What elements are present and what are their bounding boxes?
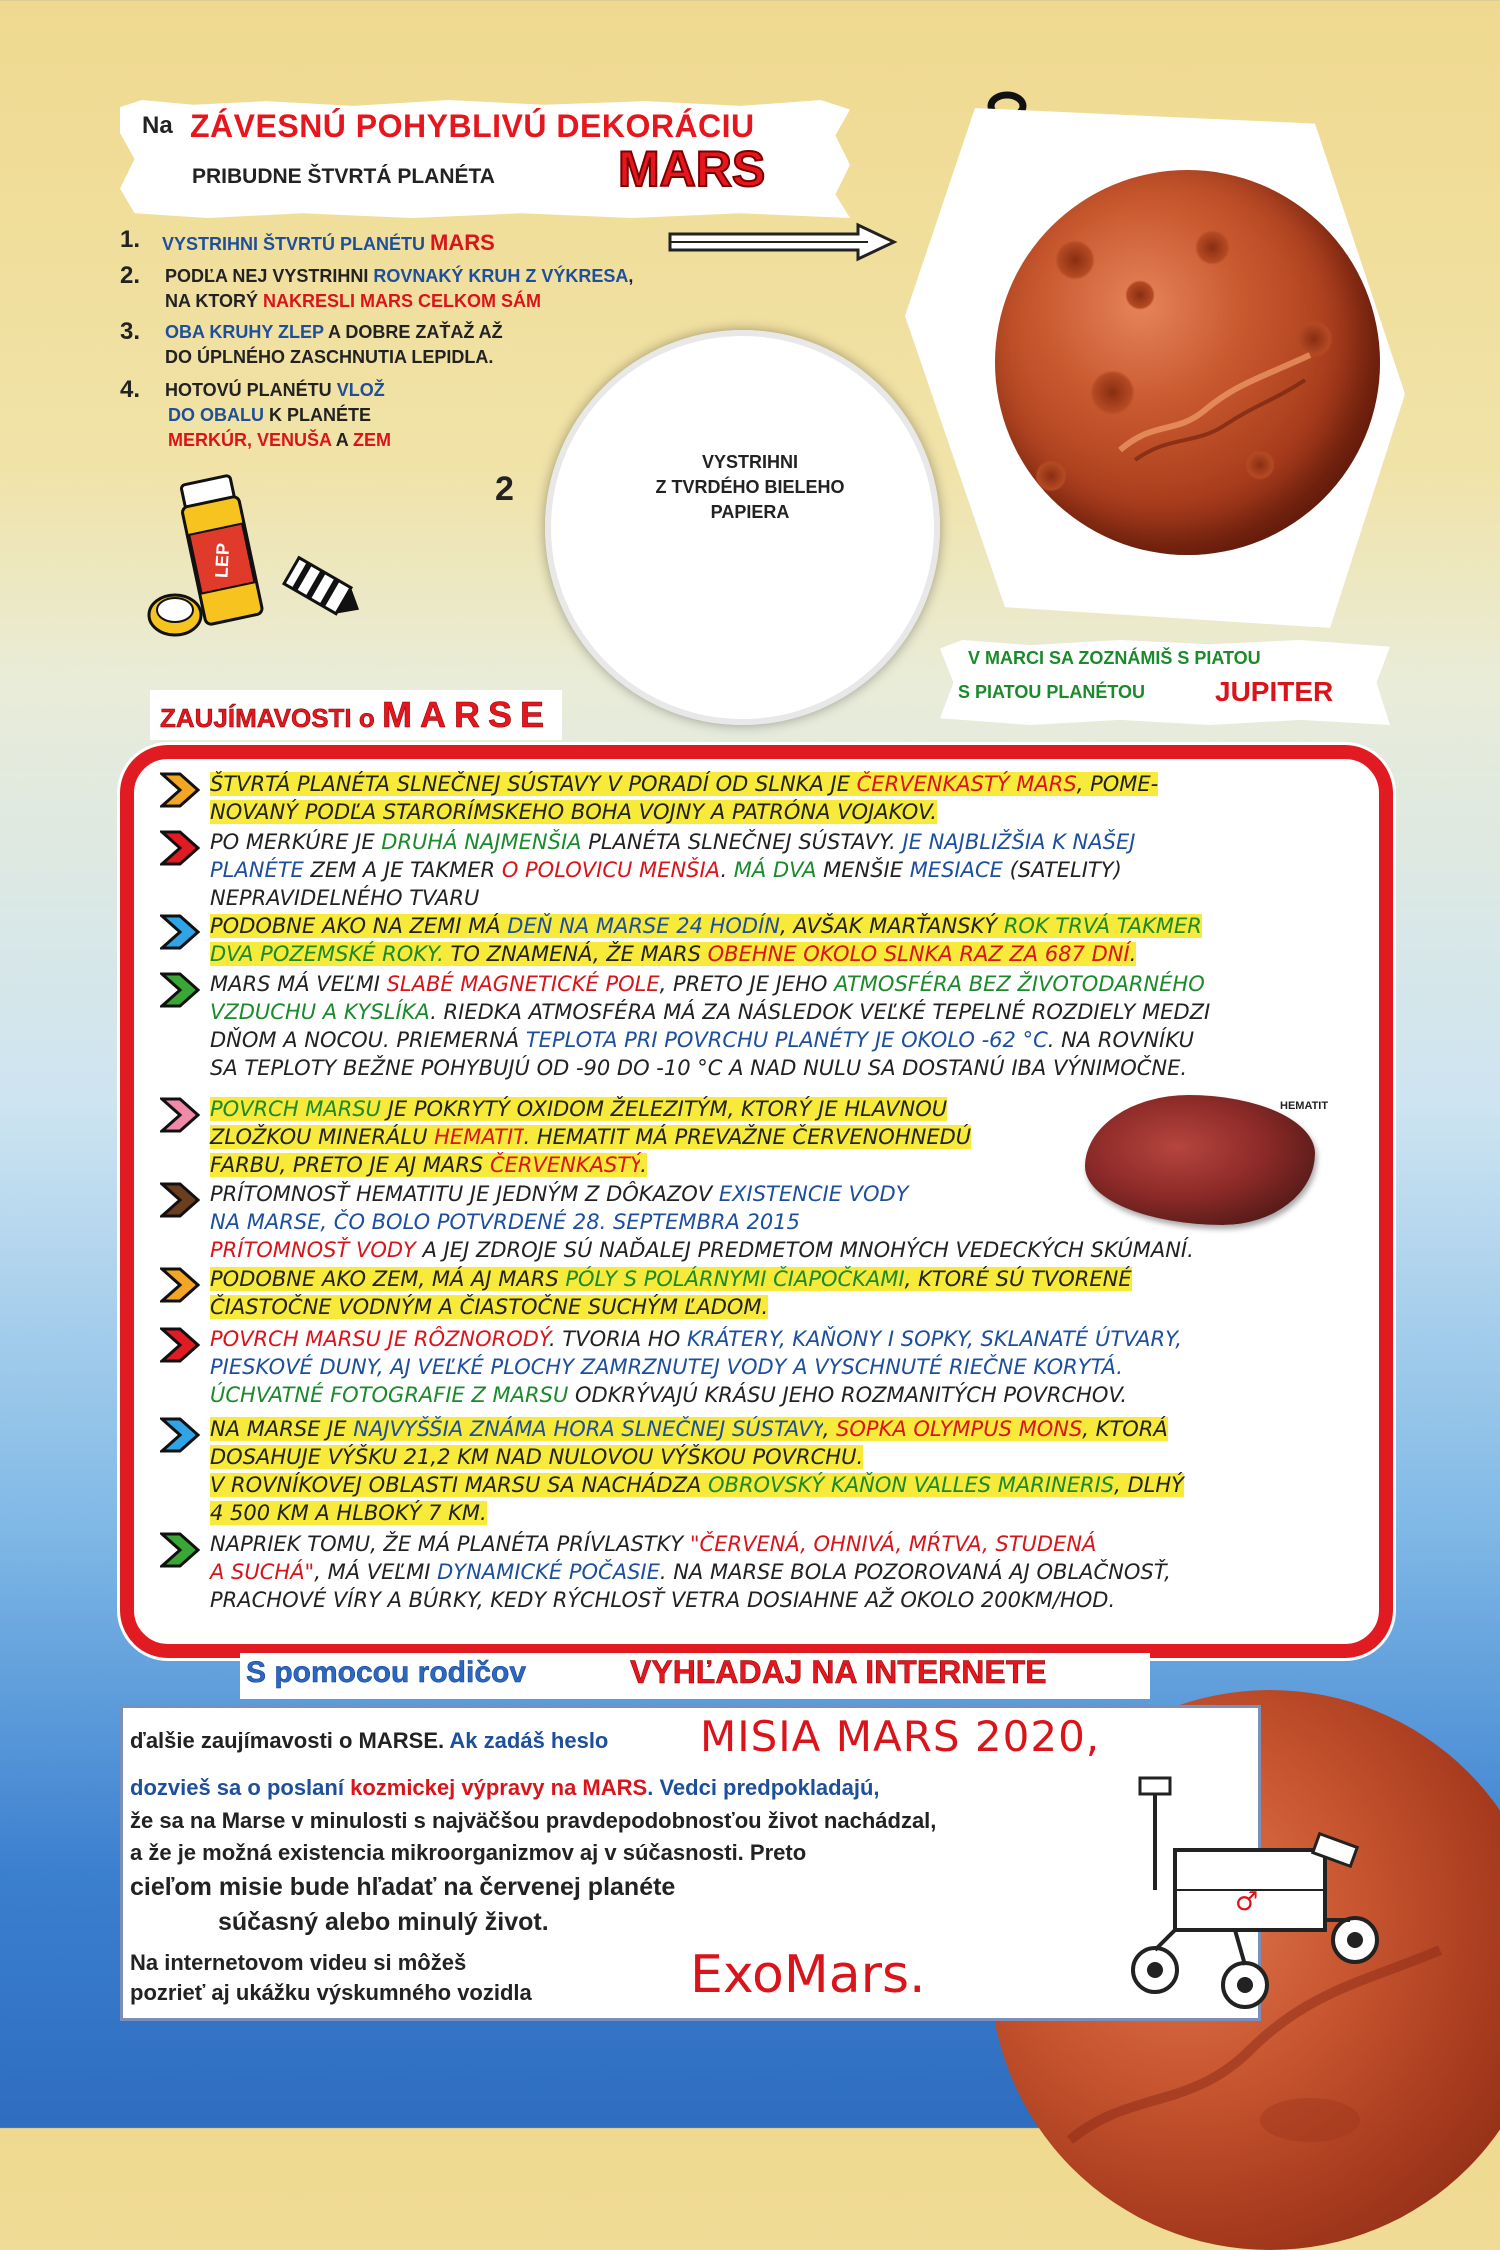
bottom-line-2: dozvieš sa o poslaní kozmickej výpravy na MARS. Vedci predpokladajú,	[130, 1775, 880, 1800]
mission-keyword: MISIA MARS 2020,	[700, 1712, 1101, 1761]
circle-instruction: VYSTRIHNI Z TVRDÉHO BIELEHO PAPIERA	[655, 452, 845, 522]
banner-subtitle: PRIBUDNE ŠTVRTÁ PLANÉTA	[192, 165, 495, 188]
step-1-part: MARS	[430, 230, 495, 255]
bottom-line-5: cieľom misie bude hľadať na červenej planéte	[130, 1873, 676, 1901]
hematite-image	[1085, 1095, 1315, 1225]
step-number: 3.	[120, 318, 141, 345]
chevron-right-icon	[160, 914, 200, 950]
step-1-text	[162, 230, 495, 257]
arrow-icon	[668, 222, 898, 262]
rover-icon	[1115, 1770, 1405, 2020]
banner-planet-name: MARS	[618, 141, 766, 197]
chevron-right-icon	[160, 1182, 200, 1218]
glue-label: LEP	[211, 542, 234, 579]
chevron-right-icon	[160, 1327, 200, 1363]
step-number: 2.	[120, 262, 141, 289]
fact-item: PODOBNE AKO NA ZEMI MÁ DEŇ NA MARSE 24 HODÍN, AVŠAK MARŤANSKÝ ROK TRVÁ TAKMER DVA POZEMSKÉ ROKY. TO ZNAMENÁ, ŽE MARS OBEHNE OKOLO SLNKA RAZ ZA 687 DNÍ.	[210, 914, 1202, 966]
chevron-right-icon	[160, 772, 200, 808]
fact-item: MARS MÁ VEĽMI SLABÉ MAGNETICKÉ POLE, PRETO JE JEHO ATMOSFÉRA BEZ ŽIVOTODARNÉHO VZDUCHU A KYSLÍKA. RIEDKA ATMOSFÉRA MÁ ZA NÁSLEDOK VEĽKÉ TEPELNÉ ROZDIELY MEDZI DŇOM A NOCOU. PRIEMERNÁ TEPLOTA PRI POVRCHU PLANÉTY JE OKOLO -62 °C. NA ROVNÍKU SA TEPLOTY BEŽNE POHYBUJÚ OD -90 DO -10 °C A NAD NULU SA DOSTANÚ IBA VÝNIMOČNE.	[210, 972, 1211, 1080]
step-2-text: PODĽA NEJ VYSTRIHNI ROVNAKÝ KRUH Z VÝKRESA, NA KTORÝ NAKRESLI MARS CELKOM SÁM	[165, 266, 634, 311]
fact-item: PODOBNE AKO ZEM, MÁ AJ MARS PÓLY S POLÁRNYMI ČIAPOČKAMI, KTORÉ SÚ TVORENÉ ČIASTOČNE VODNÝM A ČIASTOČNE SUCHÝM ĽADOM.	[210, 1267, 1132, 1319]
internet-heading-part1: S pomocou rodičov	[246, 1656, 527, 1689]
next-planet-line-2: S PIATOU PLANÉTOU	[958, 682, 1146, 702]
cutout-white-circle	[545, 330, 940, 725]
chevron-right-icon	[160, 972, 200, 1008]
banner-title: ZÁVESNÚ POHYBLIVÚ DEKORÁCIU	[190, 108, 755, 144]
bottom-line-4: a že je možná existencia mikroorganizmov aj v súčasnosti. Preto	[130, 1840, 807, 1865]
chevron-right-icon	[160, 1532, 200, 1568]
step-4-text: HOTOVÚ PLANÉTU VLOŽ DO OBALU K PLANÉTE MERKÚR, VENUŠA A ZEM	[165, 380, 392, 450]
bottom-line-3: že sa na Marse v minulosti s najväčšou pravdepodobnosťou život nachádzal,	[130, 1808, 937, 1833]
chevron-right-icon	[160, 1267, 200, 1303]
internet-heading-part2: VYHĽADAJ NA INTERNETE	[630, 1654, 1047, 1690]
next-planet-line-1: V MARCI SA ZOZNÁMIŠ S PIATOU	[968, 648, 1261, 668]
fact-item: POVRCH MARSU JE RÔZNORODÝ. TVORIA HO KRÁTERY, KAŇONY I SOPKY, SKLANATÉ ÚTVARY, PIESKOVÉ DUNY, AJ VEĽKÉ PLOCHY ZAMRZNUTEJ VODY A VYSCHNUTÉ RIEČNE KORYTÁ. ÚCHVATNÉ FOTOGRAFIE Z MARSU ODKRÝVAJÚ KRÁSU JEHO ROZMANITÝCH POVRCHOV.	[210, 1327, 1182, 1407]
fact-item: PRÍTOMNOSŤ HEMATITU JE JEDNÝM Z DÔKAZOV EXISTENCIE VODY NA MARSE, ČO BOLO POTVRDENÉ 28. SEPTEMBRA 2015 PRÍTOMNOSŤ VODY A JEJ ZDROJE SÚ NAĎALEJ PREDMETOM MNOHÝCH VEDECKÝCH SKÚMANÍ.	[210, 1182, 1194, 1262]
glue-stick-icon	[135, 470, 365, 650]
bottom-line-6: súčasný alebo minulý život.	[218, 1908, 549, 1936]
bottom-line-7: Na internetovom videu si môžeš	[130, 1950, 467, 1975]
bottom-line-8: pozrieť aj ukážku výskumného vozidla	[130, 1980, 532, 2005]
fact-item: ŠTVRTÁ PLANÉTA SLNEČNEJ SÚSTAVY V PORADÍ OD SLNKA JE ČERVENKASTÝ MARS, POME- NOVANÝ PODĽA STARORÍMSKEHO BOHA VOJNY A PATRÓNA VOJAKOV.	[210, 772, 1159, 824]
step-number: 4.	[120, 376, 141, 403]
chevron-right-icon	[160, 1097, 200, 1133]
next-planet-name: JUPITER	[1215, 676, 1334, 707]
chevron-right-icon	[160, 830, 200, 866]
mars-planet-image	[995, 170, 1380, 555]
chevron-right-icon	[160, 1417, 200, 1453]
hematite-label: HEMATIT	[1280, 1100, 1329, 1112]
bottom-line-1: ďalšie zaujímavosti o MARSE. Ak zadáš heslo	[130, 1728, 609, 1753]
banner-prefix: Na	[142, 112, 173, 139]
fact-item: NA MARSE JE NAJVYŠŠIA ZNÁMA HORA SLNEČNEJ SÚSTAVY, SOPKA OLYMPUS MONS, KTORÁ DOSAHUJE VÝŠKU 21,2 KM NAD NULOVOU VÝŠKOU POVRCHU. V ROVNÍKOVEJ OBLASTI MARSU SA NACHÁDZA OBROVSKÝ KAŇON VALLES MARINERIS, DLHÝ 4 500 KM A HLBOKÝ 7 KM.	[210, 1417, 1184, 1525]
rover-name: ExoMars.	[690, 1945, 926, 2005]
fact-item: NAPRIEK TOMU, ŽE MÁ PLANÉTA PRÍVLASTKY "ČERVENÁ, OHNIVÁ, MŔTVA, STUDENÁ A SUCHÁ", MÁ VEĽMI DYNAMICKÉ POČASIE. NA MARSE BOLA POZOROVANÁ AJ OBLAČNOSŤ, PRACHOVÉ VÍRY A BÚRKY, KEDY RÝCHLOSŤ VETRA DOSIAHNE AŽ OKOLO 200KM/HOD.	[210, 1532, 1171, 1612]
step-number: 1.	[120, 226, 141, 253]
step-3-text: OBA KRUHY ZLEP A DOBRE ZAŤAŽ AŽ DO ÚPLNÉHO ZASCHNUTIA LEPIDLA.	[165, 322, 503, 367]
fact-item: POVRCH MARSU JE POKRYTÝ OXIDOM ŽELEZITÝM, KTORÝ JE HLAVNOU ZLOŽKOU MINERÁLU HEMATIT. HEMATIT MÁ PREVAŽNE ČERVENOHNEDÚ FARBU, PRETO JE AJ MARS ČERVENKASTÝ.	[210, 1097, 972, 1177]
fact-item: PO MERKÚRE JE DRUHÁ NAJMENŠIA PLANÉTA SLNEČNEJ SÚSTAVY. JE NAJBLIŽŠIA K NAŠEJ PLANÉTE ZEM A JE TAKMER O POLOVICU MENŠIA. MÁ DVA MENŠIE MESIACE (SATELITY) NEPRAVIDELNÉHO TVARU	[210, 830, 1136, 910]
label-two: 2	[495, 470, 514, 508]
facts-heading: ZAUJÍMAVOSTI o MARSE	[150, 690, 562, 740]
step-1-part: VYSTRIHNI ŠTVRTÚ PLANÉTU	[162, 234, 431, 254]
svg-text:♂: ♂	[1235, 1887, 1259, 1917]
